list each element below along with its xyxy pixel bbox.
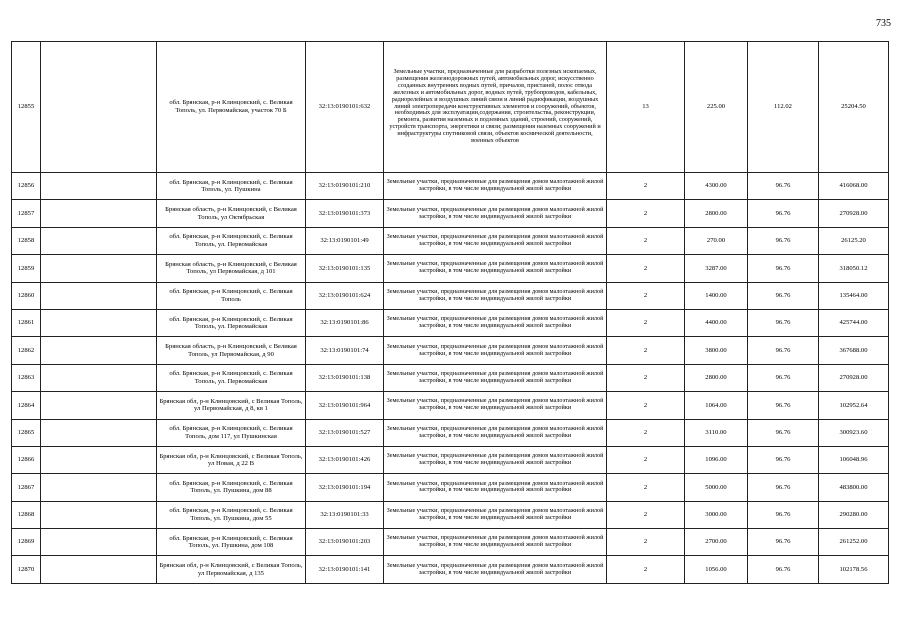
row-number-cell: 12861 (12, 309, 41, 336)
land-use-cell: Земельные участки, предназначенные для размещения домов малоэтажной жилой застройки, в том числе индивидуальной жилой застройки (384, 337, 607, 364)
table-row (12, 227, 889, 254)
area-cell: 4400.00 (685, 309, 748, 336)
table-row (12, 364, 889, 391)
rate-cell: 96.76 (748, 255, 819, 282)
table-row (12, 446, 889, 473)
address-cell: обл. Брянская, р-н Клинцовский, с. Великая Тополь, ул. Первомайская (157, 309, 306, 336)
category-cell: 2 (607, 556, 685, 583)
table-row (12, 200, 889, 227)
row-number-cell: 12866 (12, 446, 41, 473)
row-number-cell: 12860 (12, 282, 41, 309)
area-cell: 5000.00 (685, 474, 748, 501)
cadastral-value-cell: 300923.60 (819, 419, 889, 446)
cadastral-value-cell: 270928.00 (819, 200, 889, 227)
category-cell: 2 (607, 282, 685, 309)
address-cell: обл. Брянская, р-н Клинцовский, с. Великая Тополь, ул. Пушкина (157, 173, 306, 200)
empty-cell (41, 529, 157, 556)
empty-cell (41, 419, 157, 446)
address-cell: Брянская область, р-н Клинцовский, с Великая Тополь, ул Первомайская, д 101 (157, 255, 306, 282)
address-cell: Брянская обл, р-н Клинцовский, с Великая Тополь, ул Первомайская, д 8, кв 1 (157, 392, 306, 419)
address-cell: обл. Брянская, р-н Клинцовский, с. Великая Тополь (157, 282, 306, 309)
address-cell: обл. Брянская, р-н Клинцовский, с. Великая Тополь, ул. Первомайская (157, 364, 306, 391)
area-cell: 225.00 (685, 42, 748, 173)
rate-cell: 96.76 (748, 282, 819, 309)
land-use-cell: Земельные участки, предназначенные для разработки полезных ископаемых, размещения железнодорожных путей, автомобильных дорог, искусственно созданных внутренних водных путей, причалов, пристаней, полос отвода железных и автомобильных дорог, водных путей, трубопроводов, кабельных, радиорелейных и воздушных линий связи и линий радиофикации, воздушных линий электропередачи конструктивных элементов и сооружений, объектов, необходимых для эксплуатации,содержания, строительства, реконструкции, ремонта, развития наземных и подземных зданий, строений, сооружений, устройств транспорта, энергетики и связи; размещения наземных сооружений и инфраструктуры спутниковой связи, объектов космической деятельности, военных объектов (384, 42, 607, 173)
land-use-cell: Земельные участки, предназначенные для размещения домов малоэтажной жилой застройки, в том числе индивидуальной жилой застройки (384, 364, 607, 391)
empty-cell (41, 392, 157, 419)
area-cell: 1096.00 (685, 446, 748, 473)
cadastral-number-cell: 32:13:0190101:135 (306, 255, 384, 282)
cadastral-value-cell: 135464.00 (819, 282, 889, 309)
row-number-cell: 12859 (12, 255, 41, 282)
cadastral-number-cell: 32:13:0190101:49 (306, 227, 384, 254)
land-use-cell: Земельные участки, предназначенные для размещения домов малоэтажной жилой застройки, в том числе индивидуальной жилой застройки (384, 392, 607, 419)
category-cell: 2 (607, 474, 685, 501)
area-cell: 270.00 (685, 227, 748, 254)
area-cell: 3110.00 (685, 419, 748, 446)
row-number-cell: 12857 (12, 200, 41, 227)
cadastral-value-cell: 483800.00 (819, 474, 889, 501)
empty-cell (41, 556, 157, 583)
row-number-cell: 12868 (12, 501, 41, 528)
address-cell: обл. Брянская, р-н Клинцовский, с. Великая Тополь, ул. Первомайская, участок 70 Б (157, 42, 306, 173)
land-use-cell: Земельные участки, предназначенные для размещения домов малоэтажной жилой застройки, в том числе индивидуальной жилой застройки (384, 200, 607, 227)
row-number-cell: 12870 (12, 556, 41, 583)
area-cell: 1056.00 (685, 556, 748, 583)
table-row (12, 556, 889, 583)
table-row (12, 474, 889, 501)
empty-cell (41, 501, 157, 528)
category-cell: 2 (607, 173, 685, 200)
table-row (12, 337, 889, 364)
cadastral-value-cell: 318050.12 (819, 255, 889, 282)
area-cell: 3800.00 (685, 337, 748, 364)
land-use-cell: Земельные участки, предназначенные для размещения домов малоэтажной жилой застройки, в том числе индивидуальной жилой застройки (384, 255, 607, 282)
land-use-cell: Земельные участки, предназначенные для размещения домов малоэтажной жилой застройки, в том числе индивидуальной жилой застройки (384, 419, 607, 446)
cadastral-value-cell: 367688.00 (819, 337, 889, 364)
area-cell: 1064.00 (685, 392, 748, 419)
category-cell: 13 (607, 42, 685, 173)
empty-cell (41, 364, 157, 391)
category-cell: 2 (607, 309, 685, 336)
row-number-cell: 12856 (12, 173, 41, 200)
cadastral-number-cell: 32:13:0190101:203 (306, 529, 384, 556)
cadastral-number-cell: 32:13:0190101:527 (306, 419, 384, 446)
area-cell: 4300.00 (685, 173, 748, 200)
rate-cell: 96.76 (748, 200, 819, 227)
cadastral-value-cell: 270928.00 (819, 364, 889, 391)
land-use-cell: Земельные участки, предназначенные для размещения домов малоэтажной жилой застройки, в том числе индивидуальной жилой застройки (384, 282, 607, 309)
row-number-cell: 12865 (12, 419, 41, 446)
rate-cell: 96.76 (748, 173, 819, 200)
rate-cell: 112.02 (748, 42, 819, 173)
category-cell: 2 (607, 419, 685, 446)
address-cell: Брянская обл, р-н Клинцовский, с Великая Тополь, ул Новая, д 22 В (157, 446, 306, 473)
rate-cell: 96.76 (748, 309, 819, 336)
category-cell: 2 (607, 529, 685, 556)
table-row (12, 42, 889, 173)
land-use-cell: Земельные участки, предназначенные для размещения домов малоэтажной жилой застройки, в том числе индивидуальной жилой застройки (384, 501, 607, 528)
address-cell: обл. Брянская, р-н Клинцовский, с. Великая Тополь, ул. Первомайская (157, 227, 306, 254)
rate-cell: 96.76 (748, 474, 819, 501)
category-cell: 2 (607, 255, 685, 282)
empty-cell (41, 42, 157, 173)
area-cell: 2800.00 (685, 200, 748, 227)
category-cell: 2 (607, 337, 685, 364)
empty-cell (41, 173, 157, 200)
cadastral-number-cell: 32:13:0190101:426 (306, 446, 384, 473)
rate-cell: 96.76 (748, 529, 819, 556)
cadastral-number-cell: 32:13:0190101:138 (306, 364, 384, 391)
table-row (12, 282, 889, 309)
cadastral-value-cell: 261252.00 (819, 529, 889, 556)
table-body (12, 42, 889, 584)
row-number-cell: 12864 (12, 392, 41, 419)
empty-cell (41, 200, 157, 227)
land-use-cell: Земельные участки, предназначенные для размещения домов малоэтажной жилой застройки, в том числе индивидуальной жилой застройки (384, 309, 607, 336)
row-number-cell: 12855 (12, 42, 41, 173)
empty-cell (41, 309, 157, 336)
cadastral-number-cell: 32:13:0190101:964 (306, 392, 384, 419)
row-number-cell: 12862 (12, 337, 41, 364)
address-cell: Брянская область, р-н Клинцовский, с Великая Тополь, ул Первомайская, д 90 (157, 337, 306, 364)
category-cell: 2 (607, 227, 685, 254)
category-cell: 2 (607, 446, 685, 473)
cadastral-number-cell: 32:13:0190101:33 (306, 501, 384, 528)
row-number-cell: 12863 (12, 364, 41, 391)
rate-cell: 96.76 (748, 364, 819, 391)
table-row (12, 501, 889, 528)
cadastral-number-cell: 32:13:0190101:632 (306, 42, 384, 173)
cadastral-value-cell: 416068.00 (819, 173, 889, 200)
table-row (12, 419, 889, 446)
rate-cell: 96.76 (748, 501, 819, 528)
area-cell: 3287.00 (685, 255, 748, 282)
row-number-cell: 12867 (12, 474, 41, 501)
empty-cell (41, 446, 157, 473)
cadastral-number-cell: 32:13:0190101:624 (306, 282, 384, 309)
address-cell: обл. Брянская, р-н Клинцовский, с. Великая Тополь, дом 117, ул Пушкинская (157, 419, 306, 446)
cadastral-number-cell: 32:13:0190101:373 (306, 200, 384, 227)
empty-cell (41, 337, 157, 364)
row-number-cell: 12858 (12, 227, 41, 254)
cadastral-value-cell: 102178.56 (819, 556, 889, 583)
address-cell: обл. Брянская, р-н Клинцовский, с. Великая Тополь, ул. Пушкина, дом 108 (157, 529, 306, 556)
land-use-cell: Земельные участки, предназначенные для размещения домов малоэтажной жилой застройки, в том числе индивидуальной жилой застройки (384, 173, 607, 200)
empty-cell (41, 282, 157, 309)
cadastral-value-cell: 425744.00 (819, 309, 889, 336)
empty-cell (41, 227, 157, 254)
cadastral-number-cell: 32:13:0190101:210 (306, 173, 384, 200)
table-row (12, 309, 889, 336)
cadastral-number-cell: 32:13:0190101:86 (306, 309, 384, 336)
category-cell: 2 (607, 200, 685, 227)
cadastral-value-cell: 26125.20 (819, 227, 889, 254)
rate-cell: 96.76 (748, 392, 819, 419)
cadastral-number-cell: 32:13:0190101:141 (306, 556, 384, 583)
table-row (12, 173, 889, 200)
table-row (12, 529, 889, 556)
empty-cell (41, 255, 157, 282)
rate-cell: 96.76 (748, 337, 819, 364)
address-cell: Брянская обл, р-н Клинцовский, с Великая Тополь, ул Первомайская, д 135 (157, 556, 306, 583)
address-cell: обл. Брянская, р-н Клинцовский, с. Великая Тополь, ул. Пушкина, дом 88 (157, 474, 306, 501)
rate-cell: 96.76 (748, 227, 819, 254)
cadastral-number-cell: 32:13:0190101:74 (306, 337, 384, 364)
category-cell: 2 (607, 364, 685, 391)
land-use-cell: Земельные участки, предназначенные для размещения домов малоэтажной жилой застройки, в том числе индивидуальной жилой застройки (384, 227, 607, 254)
cadastral-number-cell: 32:13:0190101:194 (306, 474, 384, 501)
cadastral-value-cell: 290280.00 (819, 501, 889, 528)
rate-cell: 96.76 (748, 556, 819, 583)
empty-cell (41, 474, 157, 501)
rate-cell: 96.76 (748, 446, 819, 473)
row-number-cell: 12869 (12, 529, 41, 556)
address-cell: обл. Брянская, р-н Клинцовский, с. Великая Тополь, ул. Пушкина, дом 55 (157, 501, 306, 528)
cadastral-value-cell: 25204.50 (819, 42, 889, 173)
land-use-cell: Земельные участки, предназначенные для размещения домов малоэтажной жилой застройки, в том числе индивидуальной жилой застройки (384, 446, 607, 473)
land-registry-table (11, 41, 889, 584)
category-cell: 2 (607, 392, 685, 419)
table-row (12, 392, 889, 419)
rate-cell: 96.76 (748, 419, 819, 446)
table-row (12, 255, 889, 282)
address-cell: Брянская область, р-н Клинцовский, с Великая Тополь, ул Октябрьская (157, 200, 306, 227)
area-cell: 1400.00 (685, 282, 748, 309)
cadastral-value-cell: 102952.64 (819, 392, 889, 419)
land-use-cell: Земельные участки, предназначенные для размещения домов малоэтажной жилой застройки, в том числе индивидуальной жилой застройки (384, 529, 607, 556)
land-use-cell: Земельные участки, предназначенные для размещения домов малоэтажной жилой застройки, в том числе индивидуальной жилой застройки (384, 556, 607, 583)
category-cell: 2 (607, 501, 685, 528)
cadastral-value-cell: 106048.96 (819, 446, 889, 473)
land-use-cell: Земельные участки, предназначенные для размещения домов малоэтажной жилой застройки, в том числе индивидуальной жилой застройки (384, 474, 607, 501)
area-cell: 3000.00 (685, 501, 748, 528)
area-cell: 2800.00 (685, 364, 748, 391)
page-number: 735 (876, 18, 891, 29)
area-cell: 2700.00 (685, 529, 748, 556)
